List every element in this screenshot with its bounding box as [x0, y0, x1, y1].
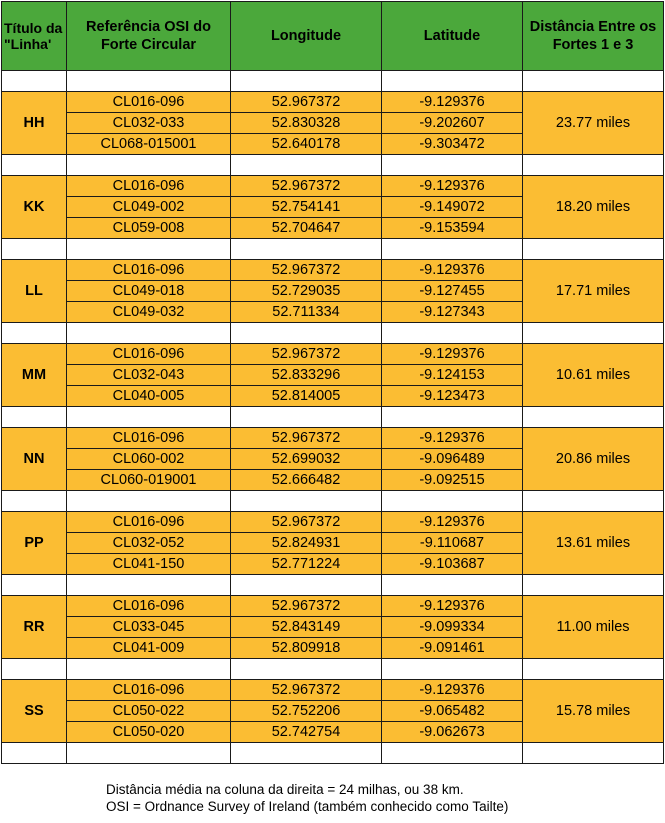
longitude-cell: 52.824931 [231, 533, 382, 554]
latitude-cell: -9.127343 [382, 302, 523, 323]
distance-cell: 18.20 miles [523, 176, 664, 239]
spacer-row [2, 659, 664, 680]
latitude-cell: -9.303472 [382, 134, 523, 155]
longitude-cell: 52.967372 [231, 512, 382, 533]
longitude-cell: 52.711334 [231, 302, 382, 323]
osi-reference-cell: CL016-096 [67, 680, 231, 701]
table-row [2, 596, 664, 617]
spacer-cell [382, 155, 523, 176]
spacer-cell [2, 407, 67, 428]
osi-reference-cell: CL040-005 [67, 386, 231, 407]
footnote-osi-definition: OSI = Ordnance Survey of Ireland (também conhecido como Tailte) [106, 799, 509, 814]
osi-reference-cell: CL060-002 [67, 449, 231, 470]
longitude-cell: 52.967372 [231, 260, 382, 281]
latitude-cell: -9.202607 [382, 113, 523, 134]
spacer-cell [523, 575, 664, 596]
osi-reference-cell: CL016-096 [67, 344, 231, 365]
longitude-cell: 52.967372 [231, 428, 382, 449]
latitude-cell: -9.110687 [382, 533, 523, 554]
spacer-cell [523, 239, 664, 260]
osi-reference-cell: CL016-096 [67, 92, 231, 113]
table-row [2, 680, 664, 701]
osi-reference-cell: CL016-096 [67, 176, 231, 197]
latitude-cell: -9.123473 [382, 386, 523, 407]
osi-reference-cell: CL049-018 [67, 281, 231, 302]
header-longitude: Longitude [231, 2, 382, 71]
spacer-cell [523, 659, 664, 680]
osi-reference-cell: CL033-045 [67, 617, 231, 638]
spacer-cell [382, 239, 523, 260]
latitude-cell: -9.127455 [382, 281, 523, 302]
latitude-cell: -9.129376 [382, 344, 523, 365]
osi-reference-cell: CL050-020 [67, 722, 231, 743]
spacer-cell [231, 659, 382, 680]
line-title-cell: MM [2, 344, 67, 407]
spacer-cell [67, 659, 231, 680]
line-title-cell: LL [2, 260, 67, 323]
osi-reference-cell: CL041-150 [67, 554, 231, 575]
latitude-cell: -9.092515 [382, 470, 523, 491]
latitude-cell: -9.129376 [382, 92, 523, 113]
line-title-cell: RR [2, 596, 67, 659]
osi-reference-cell: CL016-096 [67, 260, 231, 281]
spacer-cell [2, 71, 67, 92]
spacer-cell [523, 491, 664, 512]
table-row [2, 260, 664, 281]
osi-reference-cell: CL041-009 [67, 638, 231, 659]
table-body [2, 71, 664, 764]
table-row [2, 512, 664, 533]
spacer-cell [67, 323, 231, 344]
osi-reference-cell: CL068-015001 [67, 134, 231, 155]
spacer-cell [523, 155, 664, 176]
osi-reference-cell: CL050-022 [67, 701, 231, 722]
osi-reference-cell: CL060-019001 [67, 470, 231, 491]
spacer-cell [382, 575, 523, 596]
table-row [2, 344, 664, 365]
spacer-cell [523, 71, 664, 92]
latitude-cell: -9.129376 [382, 260, 523, 281]
spacer-row [2, 575, 664, 596]
longitude-cell: 52.754141 [231, 197, 382, 218]
spacer-cell [67, 575, 231, 596]
spacer-cell [231, 155, 382, 176]
spacer-cell [67, 491, 231, 512]
footnotes [106, 781, 508, 815]
forts-table [1, 1, 664, 764]
latitude-cell: -9.124153 [382, 365, 523, 386]
spacer-cell [382, 659, 523, 680]
distance-cell: 20.86 miles [523, 428, 664, 491]
longitude-cell: 52.704647 [231, 218, 382, 239]
line-title-cell: KK [2, 176, 67, 239]
osi-reference-cell: CL032-043 [67, 365, 231, 386]
latitude-cell: -9.103687 [382, 554, 523, 575]
longitude-cell: 52.967372 [231, 176, 382, 197]
osi-reference-cell: CL032-052 [67, 533, 231, 554]
spacer-cell [2, 491, 67, 512]
longitude-cell: 52.699032 [231, 449, 382, 470]
spacer-cell [2, 239, 67, 260]
header-distance: Distância Entre os Fortes 1 e 3 [523, 2, 664, 71]
distance-cell: 11.00 miles [523, 596, 664, 659]
spacer-cell [2, 743, 67, 764]
spacer-cell [2, 575, 67, 596]
latitude-cell: -9.065482 [382, 701, 523, 722]
osi-reference-cell: CL049-032 [67, 302, 231, 323]
spacer-cell [67, 155, 231, 176]
latitude-cell: -9.096489 [382, 449, 523, 470]
osi-reference-cell: CL049-002 [67, 197, 231, 218]
spacer-cell [382, 491, 523, 512]
spacer-row [2, 407, 664, 428]
table-row [2, 92, 664, 113]
spacer-cell [231, 71, 382, 92]
spacer-row [2, 743, 664, 764]
spacer-cell [231, 575, 382, 596]
spacer-cell [382, 743, 523, 764]
spacer-cell [523, 743, 664, 764]
latitude-cell: -9.099334 [382, 617, 523, 638]
spacer-cell [231, 239, 382, 260]
latitude-cell: -9.091461 [382, 638, 523, 659]
latitude-cell: -9.129376 [382, 176, 523, 197]
longitude-cell: 52.814005 [231, 386, 382, 407]
header-osi-reference: Referência OSI do Forte Circular [67, 2, 231, 71]
longitude-cell: 52.833296 [231, 365, 382, 386]
longitude-cell: 52.729035 [231, 281, 382, 302]
line-title-cell: PP [2, 512, 67, 575]
latitude-cell: -9.129376 [382, 428, 523, 449]
table-row [2, 176, 664, 197]
latitude-cell: -9.153594 [382, 218, 523, 239]
spacer-cell [523, 407, 664, 428]
spacer-row [2, 239, 664, 260]
spacer-cell [382, 323, 523, 344]
spacer-cell [67, 71, 231, 92]
line-title-cell: HH [2, 92, 67, 155]
latitude-cell: -9.129376 [382, 680, 523, 701]
spacer-row [2, 491, 664, 512]
osi-reference-cell: CL016-096 [67, 596, 231, 617]
spacer-cell [2, 155, 67, 176]
line-title-cell: SS [2, 680, 67, 743]
spacer-cell [382, 71, 523, 92]
longitude-cell: 52.752206 [231, 701, 382, 722]
longitude-cell: 52.967372 [231, 680, 382, 701]
osi-reference-cell: CL016-096 [67, 428, 231, 449]
distance-cell: 23.77 miles [523, 92, 664, 155]
line-title-cell: NN [2, 428, 67, 491]
table-row [2, 428, 664, 449]
longitude-cell: 52.742754 [231, 722, 382, 743]
longitude-cell: 52.771224 [231, 554, 382, 575]
latitude-cell: -9.149072 [382, 197, 523, 218]
longitude-cell: 52.640178 [231, 134, 382, 155]
latitude-cell: -9.062673 [382, 722, 523, 743]
spacer-row [2, 71, 664, 92]
longitude-cell: 52.967372 [231, 92, 382, 113]
spacer-cell [2, 323, 67, 344]
latitude-cell: -9.129376 [382, 596, 523, 617]
spacer-cell [231, 323, 382, 344]
osi-reference-cell: CL032-033 [67, 113, 231, 134]
osi-reference-cell: CL016-096 [67, 512, 231, 533]
osi-reference-cell: CL059-008 [67, 218, 231, 239]
spacer-cell [67, 407, 231, 428]
longitude-cell: 52.967372 [231, 344, 382, 365]
spacer-cell [231, 491, 382, 512]
footnote-average-distance: Distância média na coluna da direita = 24 milhas, ou 38 km. [106, 782, 464, 797]
distance-cell: 15.78 miles [523, 680, 664, 743]
spacer-row [2, 323, 664, 344]
longitude-cell: 52.967372 [231, 596, 382, 617]
spacer-cell [2, 659, 67, 680]
latitude-cell: -9.129376 [382, 512, 523, 533]
spacer-cell [382, 407, 523, 428]
longitude-cell: 52.843149 [231, 617, 382, 638]
header-latitude: Latitude [382, 2, 523, 71]
distance-cell: 10.61 miles [523, 344, 664, 407]
header-row [2, 2, 664, 71]
spacer-cell [231, 407, 382, 428]
spacer-row [2, 155, 664, 176]
spacer-cell [523, 323, 664, 344]
header-line-title: Título da "Linha' [2, 2, 67, 71]
distance-cell: 17.71 miles [523, 260, 664, 323]
spacer-cell [67, 239, 231, 260]
longitude-cell: 52.666482 [231, 470, 382, 491]
spacer-cell [67, 743, 231, 764]
longitude-cell: 52.830328 [231, 113, 382, 134]
distance-cell: 13.61 miles [523, 512, 664, 575]
spacer-cell [231, 743, 382, 764]
longitude-cell: 52.809918 [231, 638, 382, 659]
